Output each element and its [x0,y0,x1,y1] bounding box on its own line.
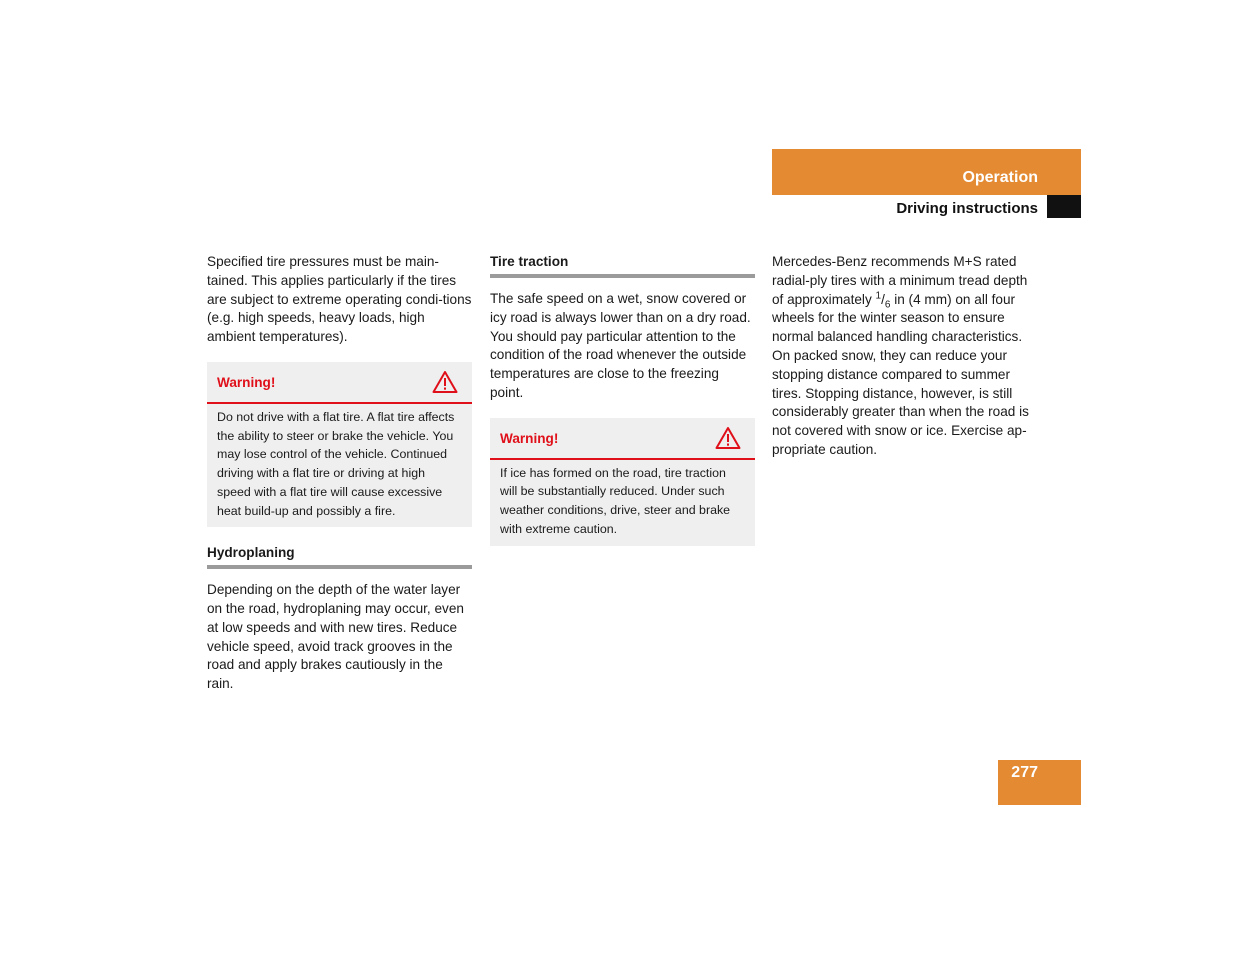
tire-traction-paragraph: The safe speed on a wet, snow covered or icy road is always lower than on a dry road. You should pay particular attention to the condition of the road whenever the outside temperatures are close to the freezing point. [490,291,751,400]
warning-triangle-icon [432,370,458,394]
fraction-numerator: 1 [875,290,882,302]
subsection-title: Driving instructions [896,200,1038,217]
paragraph-text-start: Mercedes-Benz recommends M+S rated radial-ply tires with a minimum tread depth of approximately [772,254,1028,307]
column-middle [490,253,755,546]
warning-text: If ice has formed on the road, tire traction will be substantially reduced. Under such weather conditions, drive, steer and brake with extreme caution. [500,465,731,536]
column-right [772,253,1037,460]
warning-triangle-icon [715,426,741,450]
warning-text: Do not drive with a flat tire. A flat tire affects the ability to steer or brake the vehicle. You may lose control of the vehicle. Continued driving with a flat tire or driving at high speed with a flat tire will cause excessive heat build-up and possibly a fire. [217,409,455,518]
fraction-slash: / [881,291,885,307]
header-marker [1047,195,1081,218]
hydroplaning-heading: Hydroplaning [207,544,472,569]
column-left [207,253,472,694]
warning-box-flat-tire [207,362,472,527]
warning-header [207,362,472,404]
winter-tires-paragraph [772,253,1037,460]
paragraph-text-end: in (4 mm) on all four wheels for the winter season to ensure normal balanced handling characteristics. On packed snow, they can reduce your stopping distance compared to summer tires. Stopping distance, however, is still considerably greater than when the road is not covered with snow or ice. Exercise ap-propriate caution. [772,291,1029,457]
warning-label: Warning! [500,430,559,446]
page-number: 277 [1011,764,1038,781]
warning-label: Warning! [217,374,276,390]
fraction-denominator: 6 [884,299,891,311]
warning-header [490,418,755,460]
tire-traction-heading: Tire traction [490,253,755,278]
hydroplaning-paragraph: Depending on the depth of the water layer on the road, hydroplaning may occur, even at low speeds and with new tires. Reduce vehicle speed, avoid track grooves in the road and apply brakes cautiously in the rain. [207,582,464,692]
intro-paragraph: Specified tire pressures must be main-tained. This applies particularly if the tires are subject to extreme operating condi-tions (e.g. high speeds, heavy loads, high ambient temperatures). [207,254,472,345]
warning-box-ice [490,418,755,546]
section-title: Operation [962,169,1038,186]
